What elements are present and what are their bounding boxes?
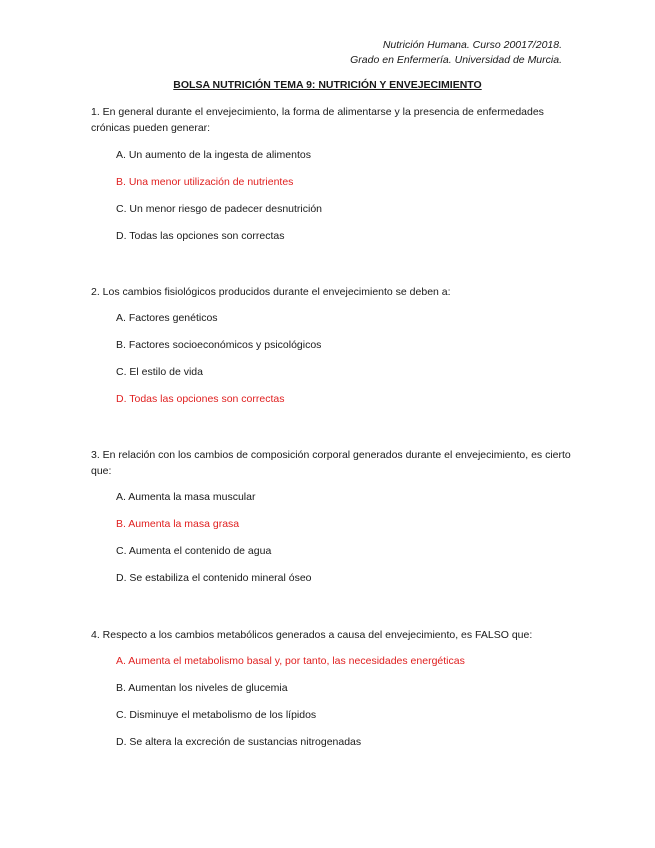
page-title: BOLSA NUTRICIÓN TEMA 9: NUTRICIÓN Y ENVEJECIMIENTO bbox=[173, 79, 482, 91]
question-3-option-a: A. Aumenta la masa muscular bbox=[116, 491, 256, 503]
question-4-option-b: B. Aumentan los niveles de glucemia bbox=[116, 682, 288, 694]
question-4: 4. Respecto a los cambios metabólicos generados a causa del envejecimiento, es FALSO que: bbox=[91, 629, 533, 641]
question-2: 2. Los cambios fisiológicos producidos durante el envejecimiento se deben a: bbox=[91, 286, 451, 298]
question-3: 3. En relación con los cambios de composición corporal generados durante el envejecimiento, es cierto que: bbox=[91, 449, 571, 477]
question-2-option-c: C. El estilo de vida bbox=[116, 366, 203, 378]
question-4-option-c: C. Disminuye el metabolismo de los lípidos bbox=[116, 709, 317, 721]
header-university: Grado en Enfermería. Universidad de Murcia. bbox=[350, 54, 562, 66]
question-3-option-c: C. Aumenta el contenido de agua bbox=[116, 545, 272, 557]
header-course: Nutrición Humana. Curso 20017/2018. bbox=[382, 39, 562, 51]
question-2-option-d-correct: D. Todas las opciones son correctas bbox=[116, 393, 285, 405]
question-3-option-b-correct: B. Aumenta la masa grasa bbox=[116, 518, 240, 530]
question-1-option-b-correct: B. Una menor utilización de nutrientes bbox=[116, 176, 294, 188]
question-1-option-a: A. Un aumento de la ingesta de alimentos bbox=[116, 149, 311, 161]
question-2-option-a: A. Factores genéticos bbox=[116, 312, 218, 324]
question-1-option-d: D. Todas las opciones son correctas bbox=[116, 230, 285, 242]
question-2-option-b: B. Factores socioeconómicos y psicológicos bbox=[116, 339, 322, 351]
question-1-option-c: C. Un menor riesgo de padecer desnutrición bbox=[116, 203, 323, 215]
question-4-option-d: D. Se altera la excreción de sustancias nitrogenadas bbox=[116, 736, 362, 748]
question-3-option-d: D. Se estabiliza el contenido mineral óseo bbox=[116, 572, 312, 584]
question-4-option-a-correct: A. Aumenta el metabolismo basal y, por tanto, las necesidades energéticas bbox=[116, 655, 465, 667]
question-1: 1. En general durante el envejecimiento, la forma de alimentarse y la presencia de enfermedades crónicas pueden generar: bbox=[91, 106, 544, 134]
